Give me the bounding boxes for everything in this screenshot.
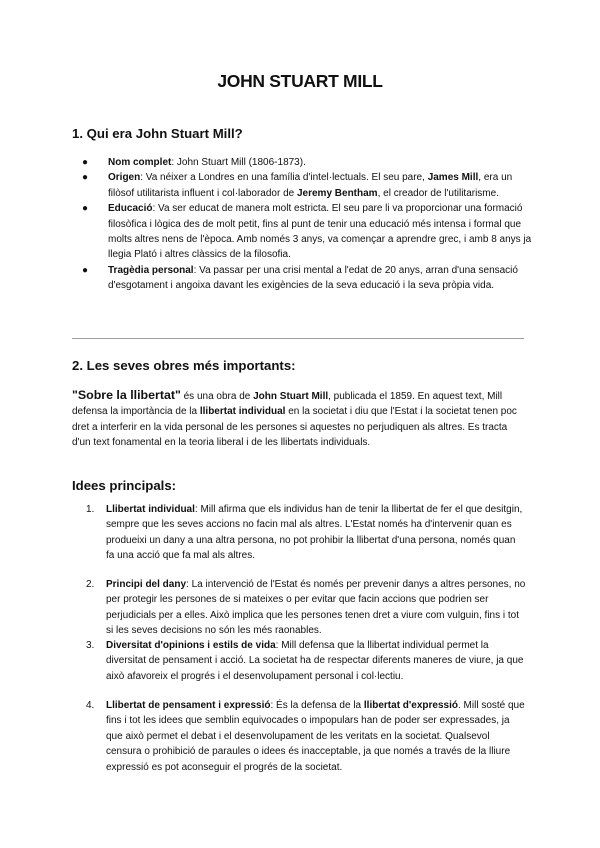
- item-text: : Va ser educat de manera molt estricta. El seu pare li va proporcionar una formació filosòfica i lògica des de molt petit, fins al punt de tenir una educació més intensa i formal que molts altres nens de l'època. Amb només 3 anys, va començar a aprendre grec, i amb 8 anys ja llegia Plató i altres clàssics de la filosofia.: [108, 203, 532, 261]
- para-text: , publicada el 1859. En aquest text, Mill defensa la importància de la: [72, 391, 503, 418]
- ideas-list: [86, 638, 526, 684]
- bold-name: James Mill: [427, 172, 479, 184]
- item-text: : Mill afirma que els individus han de tenir la llibertat de fer el que desitgin, sempre que les seves accions no facin mal als altres. L'Estat només ha d'intervenir quan es produeixi un dany a una altra persona, no pot prohibir la llibertat d'una persona, només quan fa una acció que fa mal als altres.: [106, 504, 523, 562]
- list-item: [80, 170, 535, 201]
- list-item: [80, 155, 535, 170]
- bullet-icon: ●: [82, 172, 89, 184]
- list-item: [80, 201, 535, 263]
- item-label: Principi del dany: [106, 579, 187, 590]
- bold-name: John Stuart Mill: [253, 391, 329, 402]
- list-item: [86, 502, 526, 564]
- item-text: , el creador de l'utilitarisme.: [377, 187, 499, 199]
- document-title: JOHN STUART MILL: [217, 71, 383, 91]
- para-text: en la societat i diu que l'Estat i la societat tenen poc dret a interferir en la vida personal de les persones si aquestes no perjudiquen als altres. Es tracta d'un text fonamental en la teoria liberal i de les llibertats individuals.: [72, 406, 517, 449]
- section-1-heading: 1. Qui era John Stuart Mill?: [72, 126, 243, 141]
- item-number: 2.: [86, 579, 95, 590]
- item-text: : Mill defensa que la llibertat individual permet la diversitat de pensament i acció. La societat ha de respectar diferents maneres de viure, ja que això afavoreix el progrés i el desenvolupament personal i col·lectiu.: [106, 640, 524, 682]
- item-label: Nom complet: [108, 157, 172, 168]
- bio-list: [80, 155, 535, 294]
- item-text: : És la defensa de la: [270, 700, 364, 711]
- horizontal-divider: [72, 338, 524, 339]
- work-title: "Sobre la llibertat": [72, 388, 181, 402]
- bold-term: llibertat individual: [199, 406, 286, 418]
- item-text: : John Stuart Mill (1806-1873).: [171, 157, 306, 168]
- item-label: Educació: [108, 203, 153, 215]
- item-label: Llibertat individual: [106, 504, 195, 515]
- ideas-list: [86, 698, 526, 775]
- item-text: . Mill sosté que fins i tot les idees que semblin equivocades o impopulars han de poder ser expressades, ja que això permet el debat i el desenvolupament de les veritats en la societat. Qualsevol censura o prohibició de paraules o idees és inacceptable, ja que només a través de la lliure expressió es pot aconseguir el progrés de la societat.: [106, 700, 525, 773]
- item-text: : Va passar per una crisi mental a l'edat de 20 anys, arran d'una sensació d'esgotament i angoixa davant les exigències de la seva educació i la seva pròpia vida.: [108, 264, 518, 292]
- intro-paragraph: [72, 388, 527, 451]
- item-number: 1.: [86, 504, 95, 515]
- list-item: [86, 698, 526, 775]
- item-label: Tragèdia personal: [108, 264, 194, 276]
- ideas-list: [86, 502, 526, 564]
- bullet-icon: ●: [82, 203, 89, 215]
- item-label: Diversitat d'opinions i estils de vida: [106, 640, 276, 651]
- bold-term: llibertat d'expressió: [363, 700, 458, 711]
- item-number: 4.: [86, 700, 95, 711]
- item-label: Llibertat de pensament i expressió: [106, 700, 271, 711]
- item-text: , era un filòsof utilitarista influent i col·laborador de: [108, 172, 513, 199]
- para-text: és una obra de: [180, 391, 254, 402]
- list-item: [80, 263, 535, 294]
- bullet-icon: ●: [82, 264, 89, 276]
- ideas-heading: Idees principals:: [72, 478, 177, 493]
- bullet-icon: ●: [82, 157, 89, 168]
- ideas-list: [86, 577, 526, 639]
- list-item: [86, 577, 526, 639]
- item-label: Origen: [108, 172, 141, 184]
- bold-name: Jeremy Bentham: [296, 187, 378, 199]
- section-2-heading: 2. Les seves obres més importants:: [72, 358, 296, 373]
- item-text: : Va néixer a Londres en una família d'intel·lectuals. El seu pare,: [140, 172, 428, 184]
- item-text: : La intervenció de l'Estat és només per prevenir danys a altres persones, no per protegir les persones de si mateixes o per evitar que facin accions que podrien ser perjudicials per a elles. Això implica que les persones tenen dret a viure com vulguin, fins i tot si les seves decisions no són les més raonables.: [106, 579, 526, 637]
- list-item: [86, 638, 526, 684]
- item-number: 3.: [86, 640, 95, 651]
